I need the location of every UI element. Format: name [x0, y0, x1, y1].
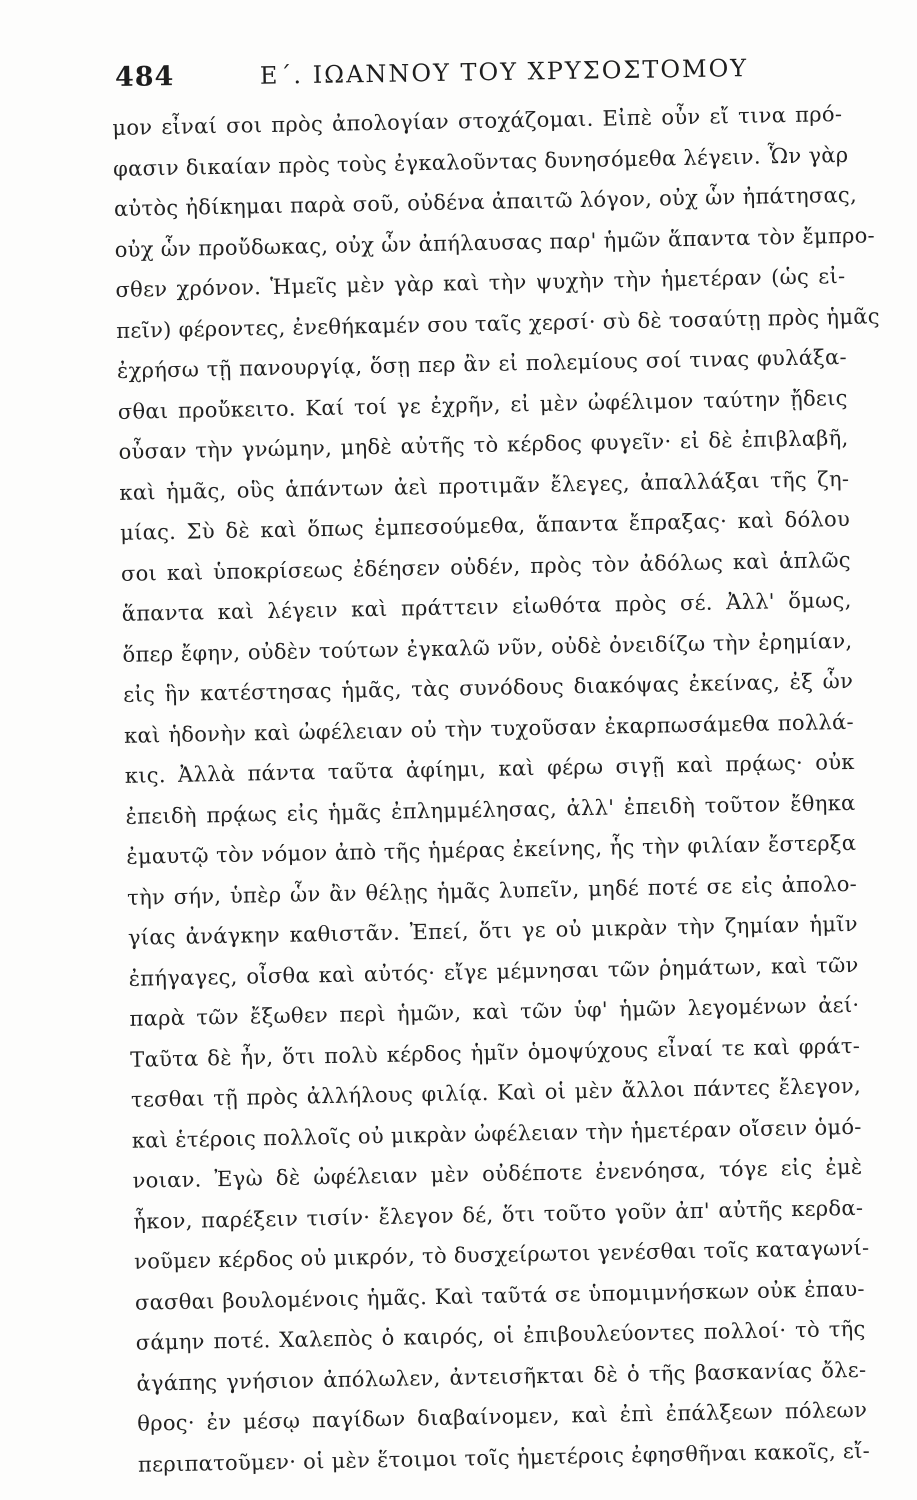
text-line: γίας ἀνάγκην καθιστᾶν. Ἐπεί, ὅτι γε οὐ μικρὰν τὴν ζημίαν ἡμῖν — [127, 911, 859, 950]
text-line: σθαι προὔκειτο. Καί τοί γε ἐχρῆν, εἰ μὲν ὠφέλιμον ταύτην ᾔδεις — [117, 385, 848, 424]
page-number: 484 — [114, 61, 175, 93]
text-line: περιπατοῦμεν· οἱ μὲν ἕτοιμοι τοῖς ἡμετέροις ἐφησθῆναι κακοῖς, εἴ- — [137, 1438, 871, 1477]
text-line: πεῖν) φέροντες, ἐνεθήκαμέν σου ταῖς χερσί· σὺ δὲ τοσαύτῃ πρὸς ἡμᾶς — [116, 303, 881, 343]
text-line: καὶ ἡδονὴν καὶ ὠφέλειαν οὐ τὴν τυχοῦσαν ἐκαρπωσάμεθα πολλά- — [123, 709, 855, 748]
text-line: μον εἶναί σοι πρὸς ἀπολογίαν στοχάζομαι. Εἰπὲ οὖν εἴ τινα πρό- — [112, 101, 843, 140]
text-line: ἧκον, παρέξειν τισίν· ἔλεγον δέ, ὅτι τοῦτο γοῦν ἀπ' αὐτῆς κερδα- — [133, 1195, 864, 1234]
text-line: Ταῦτα δὲ ἦν, ὅτι πολὺ κέρδος ἡμῖν ὁμοψύχους εἶναί τε καὶ φράτ- — [130, 1033, 861, 1072]
running-head: Ε΄. ΙΩΑΝΝΟΥ ΤΟΥ ΧΡΥΣΟΣΤΟΜΟΥ — [259, 54, 749, 90]
text-line: εἰς ἣν κατέστησας ἡμᾶς, τὰς συνόδους διακόψας ἐκείνας, ἐξ ὧν — [123, 668, 854, 707]
text-line: αὐτὸς ἠδίκημαι παρὰ σοῦ, οὐδένα ἀπαιτῶ λόγον, οὐχ ὧν ἠπάτησας, — [113, 182, 858, 221]
text-line: φασιν δικαίαν πρὸς τοὺς ἐγκαλοῦντας δυνησόμεθα λέγειν. Ὧν γὰρ — [112, 142, 849, 181]
text-line: ἐπήγαγες, οἶσθα καὶ αὐτός· εἴγε μέμνησαι τῶν ῥημάτων, καὶ τῶν — [128, 952, 859, 991]
text-line: καὶ ἑτέροις πολλοῖς οὐ μικρὰν ὠφέλειαν τὴν ἡμετέραν οἴσειν ὁμό- — [131, 1114, 862, 1153]
text-line: μίας. Σὺ δὲ καὶ ὅπως ἐμπεσούμεθα, ἅπαντα ἔπραξας· καὶ δόλου — [119, 506, 851, 545]
text-line: τεσθαι τῇ πρὸς ἀλλήλους φιλίᾳ. Καὶ οἱ μὲν ἄλλοι πάντες ἔλεγον, — [130, 1073, 862, 1112]
text-line: κις. Ἀλλὰ πάντα ταῦτα ἀφίημι, καὶ φέρω σιγῇ καὶ πρᾴως· οὐκ — [124, 749, 855, 788]
text-line: τὴν σήν, ὑπὲρ ὧν ἂν θέλῃς ἡμᾶς λυπεῖν, μηδέ ποτέ σε εἰς ἀπολο- — [126, 871, 858, 910]
text-line: σασθαι βουλομένοις ἡμᾶς. Καὶ ταῦτά σε ὑπομιμνήσκων οὐκ ἐπαυ- — [134, 1276, 866, 1315]
text-line: οὐχ ὧν προὔδωκας, οὐχ ὧν ἀπήλαυσας παρ' ἡμῶν ἅπαντα τὸν ἔμπρο- — [114, 222, 876, 262]
text-line: παρὰ τῶν ἔξωθεν περὶ ἡμῶν, καὶ τῶν ὑφ' ἡμῶν λεγομένων ἀεί· — [129, 992, 860, 1031]
text-line: σάμην ποτέ. Χαλεπὸς ὁ καιρός, οἱ ἐπιβουλεύοντες πολλοί· τὸ τῆς — [135, 1316, 866, 1355]
text-line: θρος· ἐν μέσῳ παγίδων διαβαίνομεν, καὶ ἐπὶ ἐπάλξεων πόλεων — [137, 1397, 868, 1436]
page-header — [115, 51, 836, 102]
text-line: σοι καὶ ὑποκρίσεως ἐδέησεν οὐδέν, πρὸς τὸν ἀδόλως καὶ ἁπλῶς — [120, 547, 852, 586]
text-line: ἅπαντα καὶ λέγειν καὶ πράττειν εἰωθότα πρὸς σέ. Ἀλλ' ὅμως, — [121, 587, 852, 626]
text-line: καὶ ἡμᾶς, οὓς ἁπάντων ἀεὶ προτιμᾶν ἔλεγες, ἀπαλλάξαι τῆς ζη- — [119, 466, 850, 505]
text-line: ἐχρήσω τῇ πανουργίᾳ, ὅσῃ περ ἂν εἰ πολεμίους σοί τινας φυλάξα- — [116, 344, 848, 383]
body-text — [112, 94, 881, 1485]
text-line: ἐμαυτῷ τὸν νόμον ἀπὸ τῆς ἡμέρας ἐκείνης, ἧς τὴν φιλίαν ἔστερξα — [126, 830, 857, 869]
text-line: οὖσαν τὴν γνώμην, μηδὲ αὐτῆς τὸ κέρδος φυγεῖν· εἰ δὲ ἐπιβλαβῆ, — [118, 425, 849, 464]
text-line: νοιαν. Ἐγὼ δὲ ὠφέλειαν μὲν οὐδέποτε ἐνενόησα, τόγε εἰς ἐμὲ — [132, 1154, 863, 1193]
text-line: ἐπειδὴ πρᾴως εἰς ἡμᾶς ἐπλημμέλησας, ἀλλ' ἐπειδὴ τοῦτον ἔθηκα — [125, 790, 856, 829]
text-line: νοῦμεν κέρδος οὐ μικρόν, τὸ δυσχείρωτοι γενέσθαι τοῖς καταγωνί- — [133, 1235, 870, 1274]
text-line: ὅπερ ἔφην, οὐδὲν τούτων ἐγκαλῶ νῦν, οὐδὲ ὀνειδίζω τὴν ἐρημίαν, — [122, 628, 853, 667]
text-line: σθεν χρόνον. Ἡμεῖς μὲν γὰρ καὶ τὴν ψυχὴν τὴν ἡμετέραν (ὡς εἰ- — [115, 263, 846, 302]
text-line: ἀγάπης γνήσιον ἀπόλωλεν, ἀντεισῆκται δὲ ὁ τῆς βασκανίας ὄλε- — [136, 1357, 867, 1396]
